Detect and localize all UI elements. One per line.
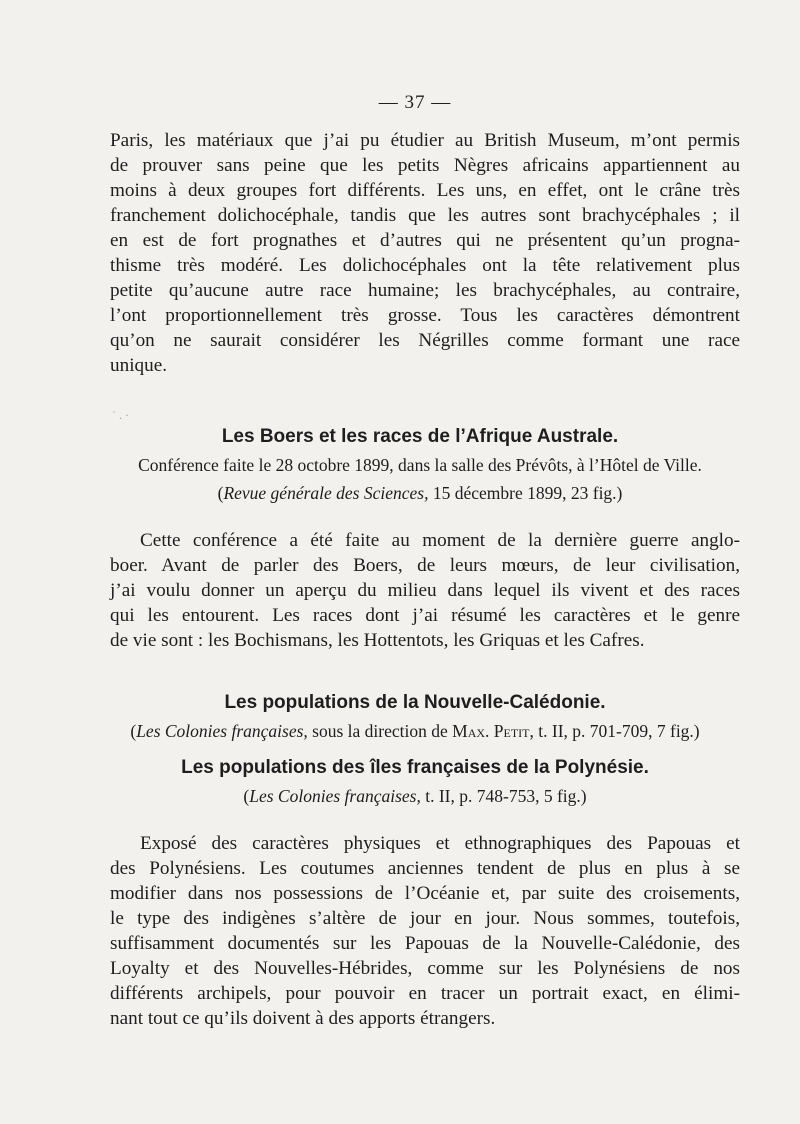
citation-open: ( bbox=[243, 786, 250, 806]
polynesie-paragraph bbox=[110, 831, 740, 1031]
text-line: Loyalty et des Nouvelles-Hébrides, comme sur les Polynésiens de nos bbox=[110, 958, 740, 979]
text-line: franchement dolichocéphale, tandis que les autres sont brachycéphales ; il bbox=[110, 205, 740, 226]
source-citation-polynesie bbox=[0, 786, 800, 807]
journal-title: Les Colonies françaises, bbox=[136, 721, 308, 741]
text-line: en est de fort prognathes et d’autres qui ne présentent qu’un progna- bbox=[110, 230, 740, 251]
citation-details: 15 décembre 1899, 23 fig.) bbox=[428, 483, 623, 503]
text-line: j’ai voulu donner un aperçu du milieu dans lequel ils vivent et des races bbox=[110, 580, 740, 601]
text-line: le type des indigènes s’altère de jour en jour. Nous sommes, toutefois, bbox=[110, 908, 740, 929]
source-citation-boers bbox=[0, 483, 800, 504]
text-line: modifier dans nos possessions de l’Océanie et, par suite des croisements, bbox=[110, 883, 740, 904]
citation-details: , t. II, p. 701-709, 7 fig.) bbox=[529, 721, 700, 741]
text-line: des Polynésiens. Les coutumes anciennes tendent de plus en plus à se bbox=[110, 858, 740, 879]
text-line: suffisamment documentés sur les Papouas de la Nouvelle-Calédonie, des bbox=[110, 933, 740, 954]
text-line: de vie sont : les Bochismans, les Hottentots, les Griquas et les Cafres. bbox=[110, 630, 645, 651]
intro-paragraph bbox=[110, 128, 740, 378]
text-line: l’ont proportionnellement très grosse. Tous les caractères démontrent bbox=[110, 305, 740, 326]
page-number: — 37 — bbox=[378, 92, 452, 113]
text-line: qui les entourent. Les races dont j’ai résumé les caractères et le genre bbox=[110, 605, 740, 626]
text-line: thisme très modéré. Les dolichocéphales ont la tête relativement plus bbox=[110, 255, 740, 276]
text-line: unique. bbox=[110, 355, 168, 376]
text-line: Paris, les matériaux que j’ai pu étudier au British Museum, m’ont permis bbox=[110, 130, 740, 151]
citation-details: t. II, p. 748-753, 5 fig.) bbox=[420, 786, 587, 806]
boers-paragraph bbox=[110, 528, 740, 653]
text-line: de prouver sans peine que les petits Nègres africains appartiennent au bbox=[110, 155, 740, 176]
section-heading-polynesie: Les populations des îles françaises de la Polynésie. bbox=[181, 757, 649, 778]
text-line: boer. Avant de parler des Boers, de leurs mœurs, de leur civilisation, bbox=[110, 555, 740, 576]
section-heading-caledonie: Les populations de la Nouvelle-Calédonie. bbox=[224, 692, 606, 713]
text-line: qu’on ne saurait considérer les Négrilles comme formant une race bbox=[110, 330, 740, 351]
text-line: Cette conférence a été faite au moment de la dernière guerre anglo- bbox=[140, 530, 740, 551]
citation-author: Max. Petit bbox=[452, 721, 530, 741]
citation-mid: sous la direction de bbox=[307, 721, 453, 741]
scan-specks: ˙ . · bbox=[112, 408, 129, 422]
text-line: nant tout ce qu’ils doivent à des apports étrangers. bbox=[110, 1008, 496, 1029]
journal-title: Les Colonies françaises, bbox=[249, 786, 421, 806]
conference-note: Conférence faite le 28 octobre 1899, dans la salle des Prévôts, à l’Hôtel de Ville. bbox=[138, 455, 702, 475]
text-line: moins à deux groupes fort différents. Les uns, en effet, ont le crâne très bbox=[110, 180, 740, 201]
source-citation-caledonie bbox=[0, 721, 800, 742]
text-line: Exposé des caractères physiques et ethnographiques des Papouas et bbox=[140, 833, 740, 854]
citation-open: ( bbox=[217, 483, 224, 503]
journal-title: Revue générale des Sciences, bbox=[223, 483, 429, 503]
text-line: petite qu’aucune autre race humaine; les brachycéphales, au contraire, bbox=[110, 280, 740, 301]
text-line: différents archipels, pour pouvoir en tracer un portrait exact, en élimi- bbox=[110, 983, 740, 1004]
section-heading-boers: Les Boers et les races de l’Afrique Australe. bbox=[221, 426, 619, 447]
citation-open: ( bbox=[130, 721, 137, 741]
